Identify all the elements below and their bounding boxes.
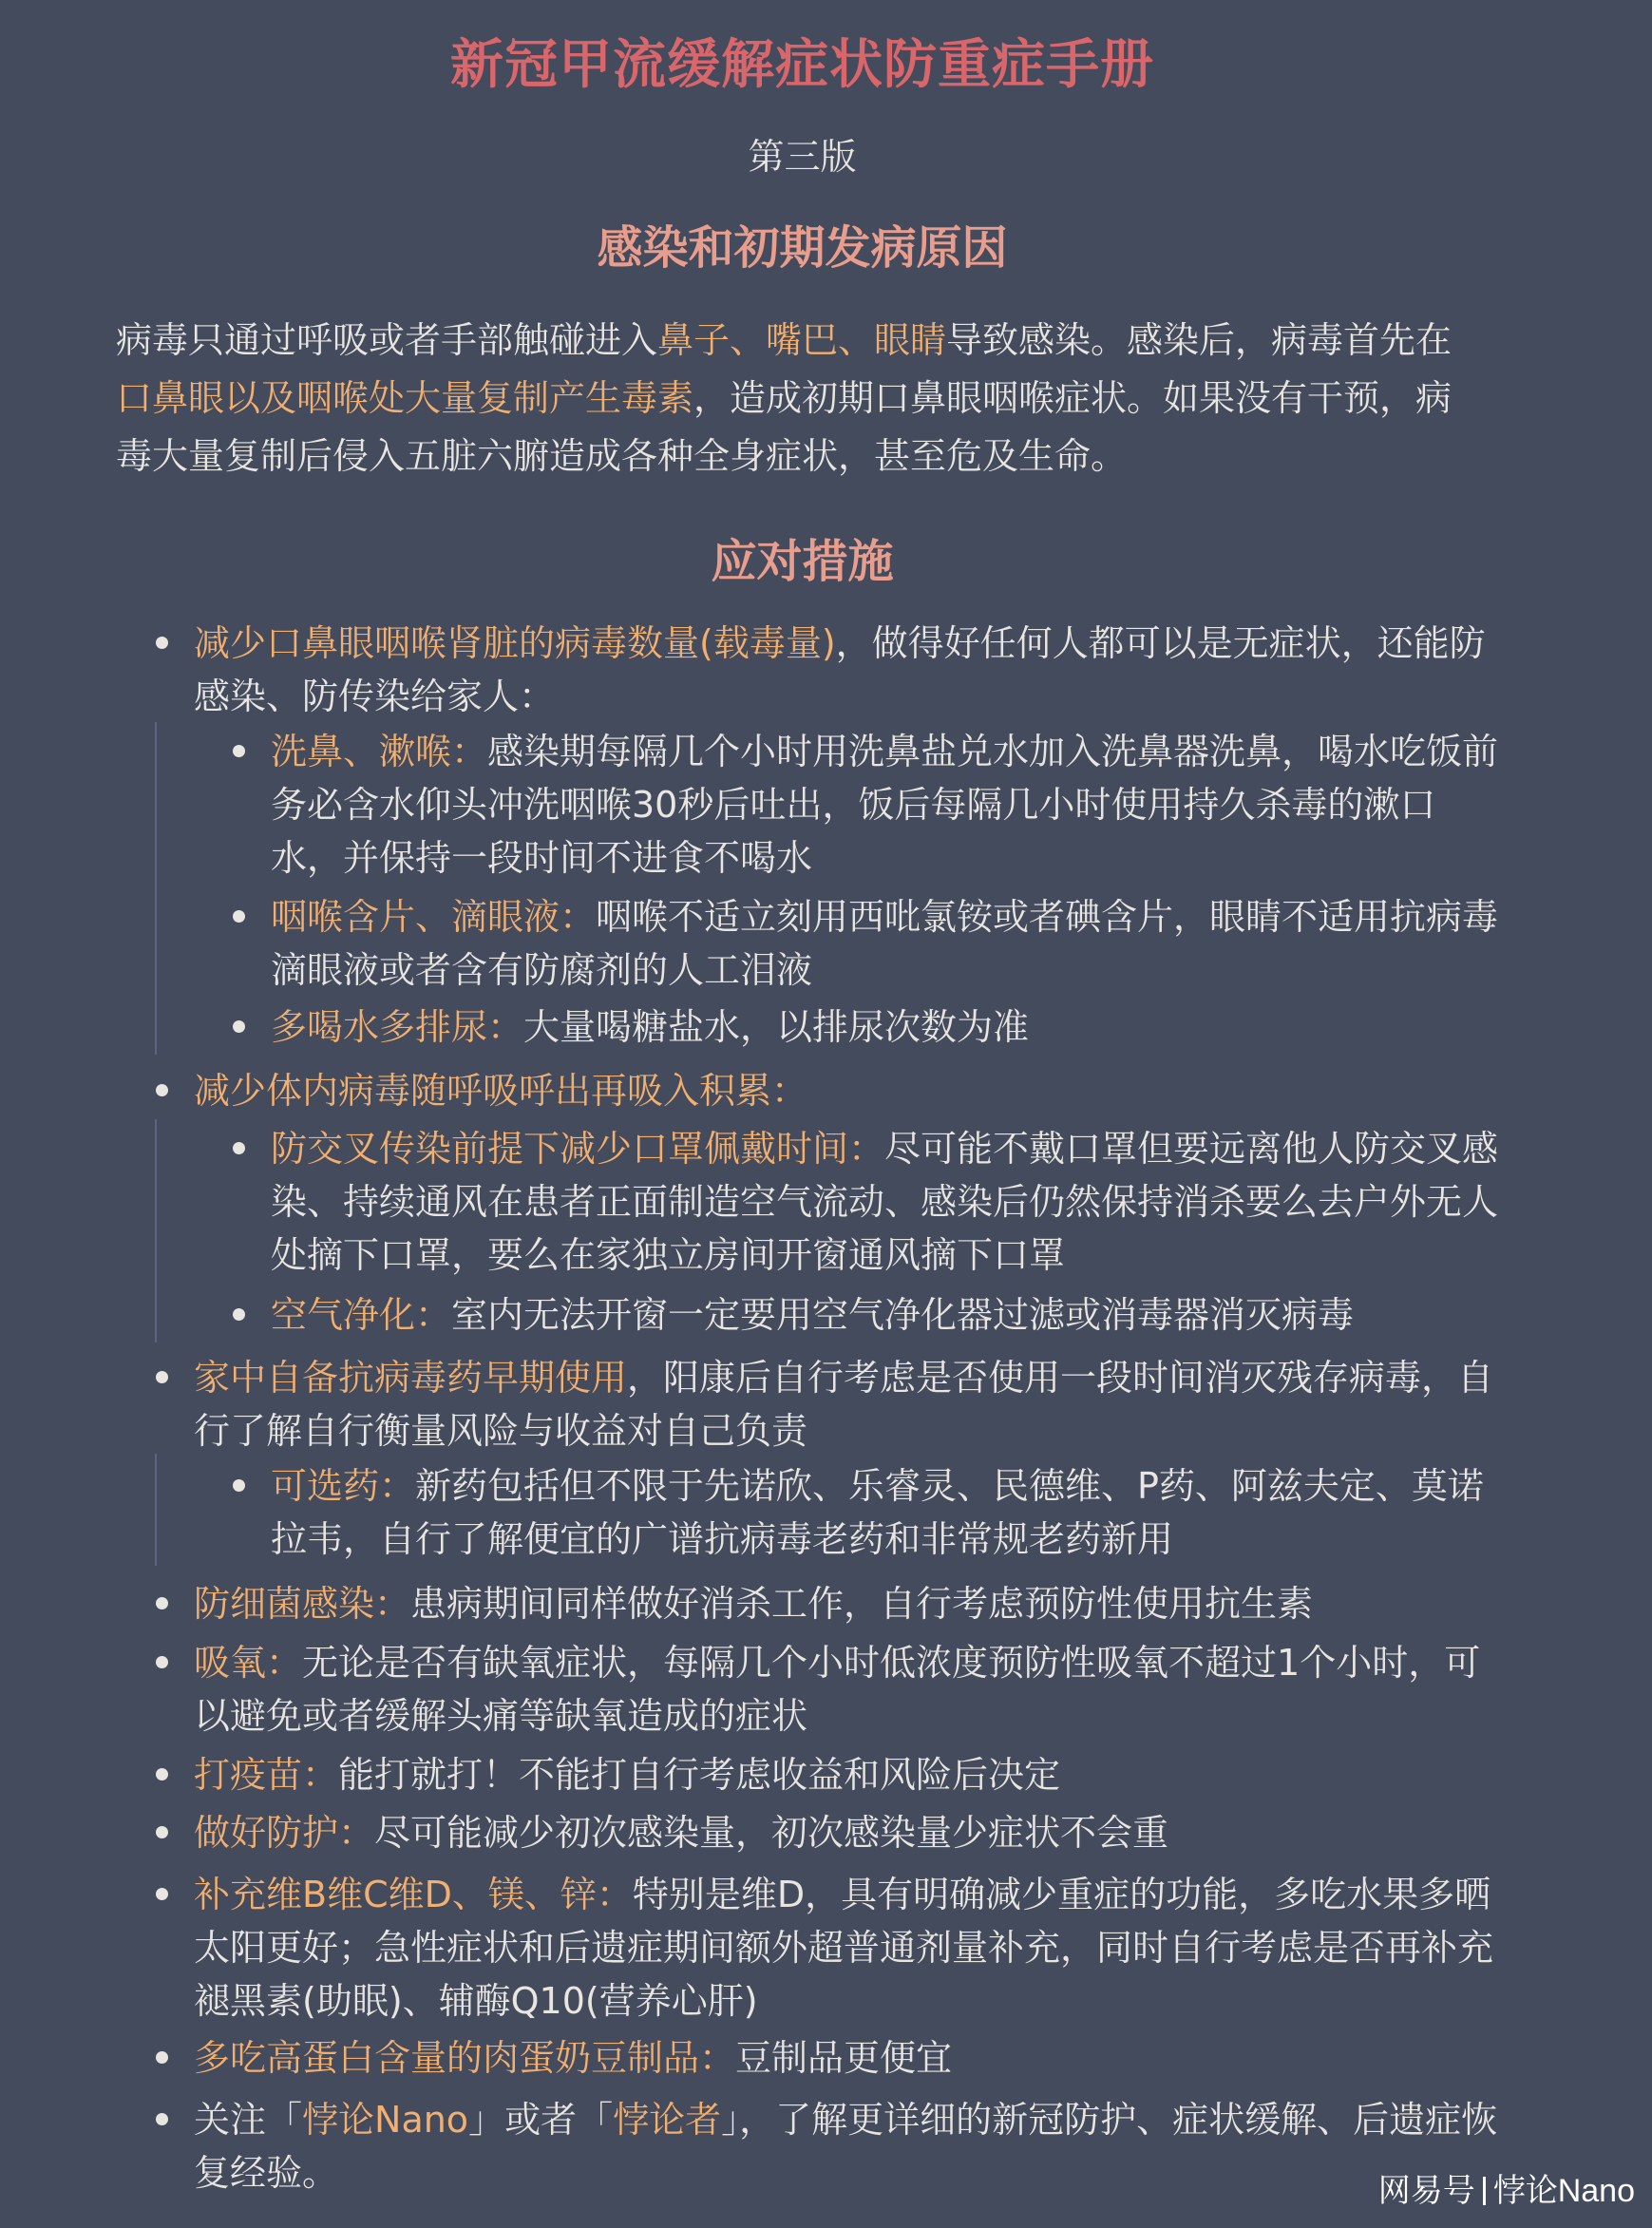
intro-text: ，造成初期口鼻眼咽喉症状。如果没有干预，病毒大量复制后侵入五脏六腑造成各种全身症状，甚至危及生命。 [116,377,1453,477]
list-item [194,1577,1505,1630]
item-text: 」，了解更详细的新冠防护、症状缓解、后遗症恢复经验。 [194,2099,1498,2194]
item-text: ，做得好任何人都可以是无症状，还能防感染、防传染给家人： [194,622,1486,717]
list-item [271,725,1506,885]
watermark-separator [1483,2177,1486,2205]
bullet-icon [233,1308,245,1321]
list-item [194,617,1505,723]
item-text: 新药包括但不限于先诺欣、乐睿灵、民德维、P药、阿兹夫定、莫诺拉韦，自行了解便宜的广谱抗病毒老药和非常规老药新用 [271,1465,1484,1560]
item-text: 无论是否有缺氧症状，每隔几个小时低浓度预防性吸氧不超过1个小时，可以避免或者缓解头痛等缺氧造成的症状 [194,1642,1481,1737]
bullet-icon [156,2051,168,2064]
bullet-icon [156,1656,168,1668]
bullet-icon [156,637,168,649]
item-highlight: 咽喉含片、滴眼液： [271,896,597,938]
item-text: 尽可能不戴口罩但要远离他人防交叉感染、持续通风在患者正面制造空气流动、感染后仍然保持消杀要么去户外无人处摘下口罩，要么在家独立房间开窗通风摘下口罩 [271,1128,1499,1276]
item-text: 咽喉不适立刻用西吡氯铵或者碘含片，眼睛不适用抗病毒滴眼液或者含有防腐剂的人工泪液 [271,896,1499,991]
item-text: 尽可能减少初次感染量，初次感染量少症状不会重 [374,1812,1169,1854]
document-title: 新冠甲流缓解症状防重症手册 [450,34,1154,96]
bullet-icon [233,745,245,757]
bullet-icon [233,910,245,923]
bullet-icon [156,1826,168,1838]
section-title-measures: 应对措施 [711,535,894,588]
item-highlight: 悖论者 [613,2099,722,2141]
list-item [194,1636,1505,1742]
nested-list-guide [155,1454,157,1566]
list-item [194,1748,1505,1801]
bullet-icon [156,1371,168,1383]
item-highlight: 减少体内病毒随呼吸呼出再吸入积累： [194,1070,808,1112]
item-highlight: 防细菌感染： [194,1583,411,1625]
item-highlight: 多喝水多排尿： [271,1006,524,1048]
item-text: 室内无法开窗一定要用空气净化器过滤或消毒器消灭病毒 [451,1294,1355,1336]
item-highlight: 做好防护： [194,1812,375,1854]
item-text: 感染期每隔几个小时用洗鼻盐兑水加入洗鼻器洗鼻，喝水吃饭前务必含水仰头冲洗咽喉30秒后吐出，饭后每隔几小时使用持久杀毒的漱口水，并保持一段时间不进食不喝水 [271,731,1499,879]
list-item [194,1064,1505,1117]
item-text: 豆制品更便宜 [735,2037,953,2079]
nested-list-guide [155,722,157,1055]
bullet-icon [156,1084,168,1096]
edition-label: 第三版 [748,136,857,178]
bullet-icon [156,1888,168,1900]
watermark [1378,2164,1635,2211]
intro-paragraph [116,312,1465,486]
section-title-causes: 感染和初期发病原因 [597,221,1008,275]
list-item [271,890,1506,997]
intro-text: 病毒只通过呼吸或者手部触碰进入 [116,319,658,361]
bullet-icon [233,1020,245,1033]
item-highlight: 补充维B维C维D、镁、锌： [194,1874,633,1915]
watermark-account: 悖论Nano [1492,2173,1635,2209]
item-highlight: 家中自备抗病毒药早期使用 [194,1357,628,1399]
list-item [271,1459,1506,1566]
list-item [271,1122,1506,1282]
item-highlight: 减少口鼻眼咽喉肾脏的病毒数量(载毒量) [194,622,836,664]
item-text: 关注「 [194,2099,303,2141]
item-highlight: 悖论Nano [302,2099,469,2141]
bullet-icon [156,1597,168,1609]
list-item [271,1000,1506,1054]
list-item [194,1351,1505,1457]
item-text: 特别是维D，具有明确减少重症的功能，多吃水果多晒太阳更好；急性症状和后遗症期间额外超普通剂量补充，同时自行考虑是否再补充褪黑素(助眠)、辅酶Q10(营养心肝) [194,1874,1494,2022]
item-text: 」或者「 [468,2099,614,2141]
bullet-icon [156,2113,168,2125]
item-text: ，阳康后自行考虑是否使用一段时间消灭残存病毒，自行了解自行衡量风险与收益对自己负责 [194,1357,1494,1452]
nested-list-guide [155,1119,157,1343]
list-item [271,1288,1506,1342]
item-highlight: 洗鼻、漱喉： [271,731,488,772]
bullet-icon [233,1142,245,1154]
item-highlight: 空气净化： [271,1294,452,1336]
intro-text: 导致感染。感染后，病毒首先在 [946,319,1453,361]
item-text: 大量喝糖盐水，以排尿次数为准 [523,1006,1030,1048]
item-highlight: 防交叉传染前提下减少口罩佩戴时间： [271,1128,885,1170]
bullet-icon [233,1479,245,1492]
item-text: 患病期间同样做好消杀工作，自行考虑预防性使用抗生素 [410,1583,1314,1625]
intro-highlight: 鼻子、嘴巴、眼睛 [657,319,947,361]
list-item [194,2093,1505,2199]
bullet-icon [156,1768,168,1780]
item-highlight: 多吃高蛋白含量的肉蛋奶豆制品： [194,2037,736,2079]
list-item [194,2031,1505,2085]
list-item [194,1806,1505,1859]
list-item [194,1868,1505,2028]
item-highlight: 可选药： [271,1465,416,1507]
item-text: 能打就打！不能打自行考虑收益和风险后决定 [338,1754,1061,1796]
item-highlight: 吸氧： [194,1642,303,1684]
intro-highlight: 口鼻眼以及咽喉处大量复制产生毒素 [116,377,694,419]
item-highlight: 打疫苗： [194,1754,339,1796]
watermark-brand: 网易号 [1377,2173,1475,2209]
